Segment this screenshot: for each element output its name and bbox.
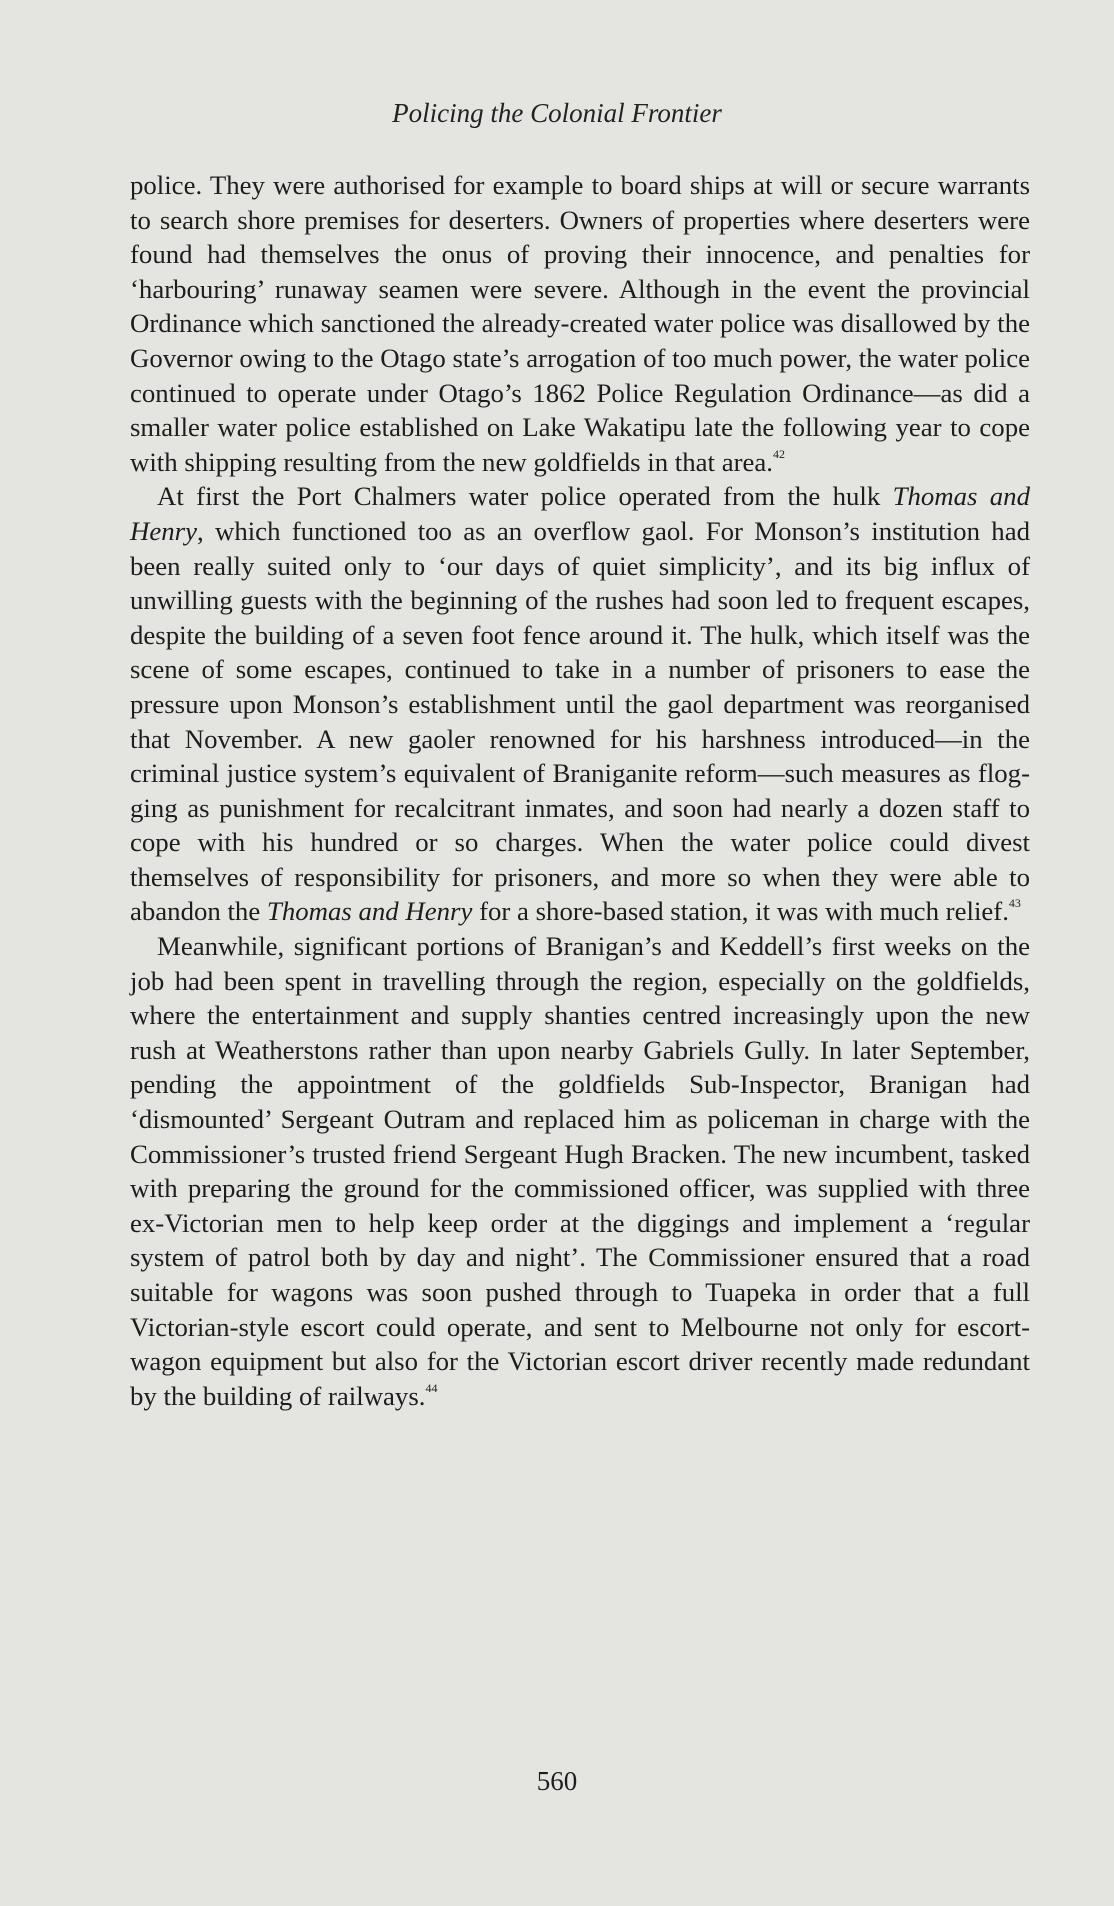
ship-name: Thomas and Henry bbox=[130, 481, 1030, 546]
footnote-ref-44: 44 bbox=[425, 1380, 438, 1395]
footnote-ref-42: 42 bbox=[773, 446, 785, 461]
paragraph-3 bbox=[130, 929, 1030, 1413]
paragraph-2-text-c: for a shore-based station, it was with much relief. bbox=[472, 896, 1009, 927]
paragraph-1 bbox=[130, 168, 1030, 479]
page-number: 560 bbox=[536, 1766, 578, 1796]
ship-name: Thomas and Henry bbox=[266, 896, 473, 927]
paragraph-2-text-a: At first the Port Chalmers water police operated from the hulk bbox=[157, 481, 893, 512]
footnote-ref-43: 43 bbox=[1008, 896, 1021, 911]
running-head: Policing the Colonial Frontier bbox=[392, 98, 722, 128]
paragraph-1-text: police. They were authorised for example to board ships at will or secure warrants to search shore premises for deserters. Owners of properties where deserters were found had themselves the onus of proving their innocence, and penalties for ‘harbouring’ runaway seamen were severe. Although in the event the provincial Ordinance which sanctioned the already-created water police was disallowed by the Governor owing to the Otago state’s arrogation of too much power, the water police continued to operate under Otago’s 1862 Police Regulation Ordinance—as did a smaller water police established on Lake Wakatipu late the following year to cope with shipping resulting from the new goldfields in that area. bbox=[130, 170, 1030, 477]
paragraph-3-text: Meanwhile, significant portions of Branigan’s and Keddell’s first weeks on the job had been spent in travelling through the region, especially on the goldfields, where the entertainment and supply shanties centred increasingly upon the new rush at Weatherstons rather than upon nearby Gabriels Gully. In later September, pending the appointment of the goldfields Sub-Inspector, Branigan had ‘dismounted’ Sergeant Outram and replaced him as policeman in charge with the Commissioner’s trusted friend Sergeant Hugh Bracken. The new incumbent, tasked with preparing the ground for the commissioned officer, was supplied with three ex-Victorian men to help keep order at the diggings and implement a ‘regular system of patrol both by day and night’. The Commissioner ensured that a road suitable for wagons was soon pushed through to Tuapeka in order that a full Victorian-style escort could operate, and sent to Melbourne not only for escort-wagon equipment but also for the Victorian escort driver recently made redundant by the building of railways. bbox=[130, 931, 1030, 1411]
paragraph-2-text-b: , which functioned too as an overflow gaol. For Monson’s institution had been really suited only to ‘our days of quiet simplicity’, and its big influx of unwilling guests with the beginning of the rushes had soon led to frequent escapes, despite the building of a seven foot fence around it. The hulk, which itself was the scene of some escapes, continued to take in a number of prisoners to ease the pressure upon Monson’s establishment until the gaol department was reorganised that November. A new gaoler renowned for his harshness introduced—in the criminal justice system’s equivalent of Braniganite reform—such measures as flogging as punishment for recalcitrant inmates, and soon had nearly a dozen staff to cope with his hundred or so charges. When the water police could divest themselves of responsibility for prisoners, and more so when they were able to abandon the bbox=[130, 515, 1030, 927]
body-text bbox=[130, 168, 1030, 1413]
paragraph-2 bbox=[130, 479, 1030, 929]
